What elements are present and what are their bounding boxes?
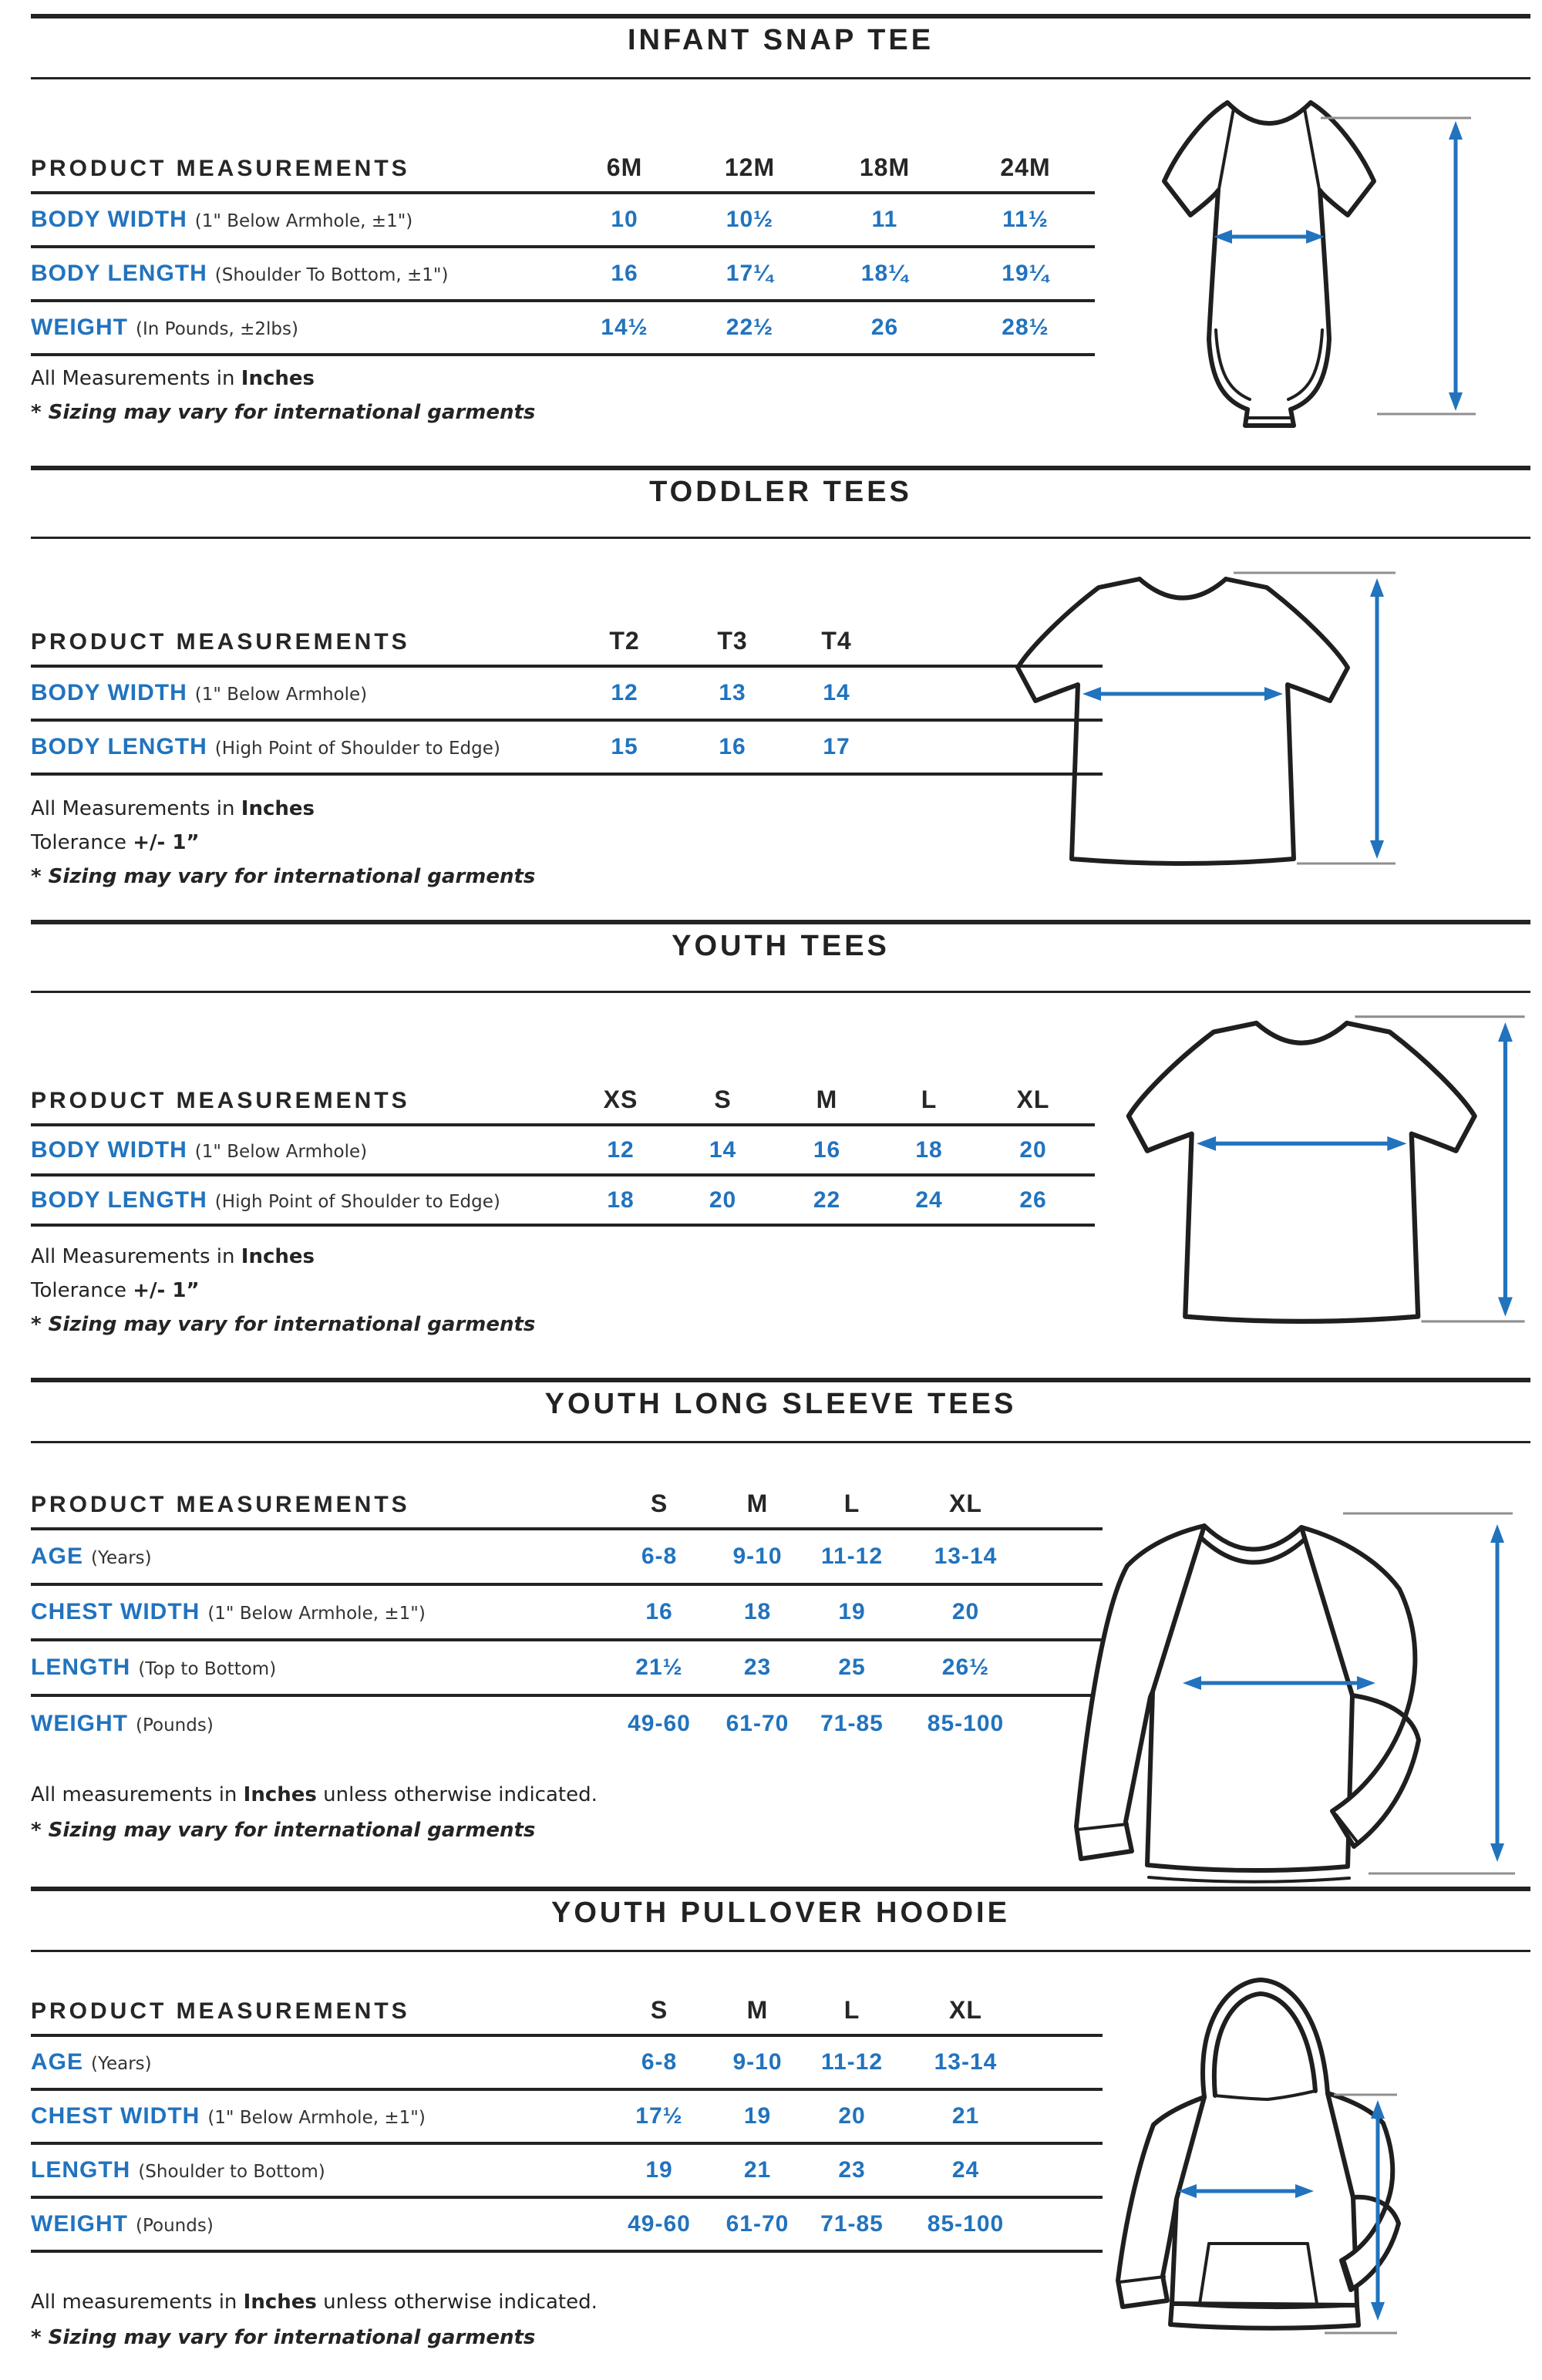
table-row [31,1640,1103,1695]
column-header: XL [949,1996,982,2024]
tolerance-note: Tolerance +/- 1” [31,831,200,854]
row-note: (Pounds) [136,1715,214,1735]
column-header: S [650,1490,668,1517]
cell-value: 85-100 [927,2211,1005,2237]
sizing-note: * Sizing may vary for international garments [31,865,536,888]
section-title: YOUTH LONG SLEEVE TEES [544,1388,1017,1420]
cell-value: 25 [838,1655,866,1680]
section-divider [31,14,1530,19]
row-label: WEIGHT [31,315,128,340]
length-arrow [1370,578,1384,859]
table-row [31,2143,1103,2197]
column-header: T2 [609,627,640,655]
cell-value: 24 [915,1187,943,1213]
section-divider [31,920,1530,924]
units-note: All measurements in Inches unless otherwise indicated. [31,2291,598,2314]
cell-value: 19 [645,2157,673,2183]
cell-value: 17½ [635,2103,683,2129]
width-arrow [1214,230,1325,244]
cell-value: 16 [645,1599,673,1624]
cell-value: 16 [719,734,746,759]
row-note: (Shoulder to Bottom) [138,2162,325,2182]
row-label: AGE [31,1543,84,1569]
section-title: YOUTH TEES [672,930,890,962]
long-sleeve-tee-illustration [1018,1503,1527,1888]
table-header-row [31,1082,1095,1125]
cell-value: 85-100 [927,1711,1005,1736]
column-header: M [746,1996,769,2024]
cell-value: 11-12 [820,2049,884,2075]
cell-value: 6-8 [641,1543,678,1569]
table-header-row [31,1992,1103,2035]
measurements-table [31,1992,1103,2253]
section-title: YOUTH PULLOVER HOODIE [551,1897,1010,1929]
units-note: All measurements in Inches unless otherwise indicated. [31,1783,598,1806]
column-header: L [921,1086,938,1113]
row-label: LENGTH [31,1655,131,1680]
units-note: All Measurements in Inches [31,797,315,820]
row-note: (1" Below Armhole, ±1") [207,2108,426,2128]
row-note: (Years) [91,1548,152,1568]
sizing-note: * Sizing may vary for international garments [31,1313,536,1336]
cell-value: 22½ [726,315,774,340]
hoodie-drawing [1079,1974,1449,2359]
column-header: L [843,1996,860,2024]
tee-drawing [1064,997,1542,1348]
table-header-label: PRODUCT MEASUREMENTS [31,1088,410,1113]
cell-value: 14½ [601,315,648,340]
cell-value: 18¼ [860,261,909,286]
cell-value: 18 [607,1187,635,1213]
column-header: M [746,1490,769,1517]
section-title: TODDLER TEES [649,476,912,508]
cell-value: 26½ [941,1655,990,1680]
cell-value: 23 [743,1655,772,1680]
row-label: AGE [31,2049,84,2075]
garment-outline [1129,1023,1475,1321]
measurements-table [31,1082,1095,1227]
table-row [31,1584,1103,1640]
row-label: CHEST WIDTH [31,1599,200,1624]
cell-value: 24 [951,2157,980,2183]
row-note: (1" Below Armhole) [194,685,368,705]
sizing-note: * Sizing may vary for international garments [31,2326,536,2349]
table-row [31,247,1095,301]
row-note: (1" Below Armhole, ±1") [194,211,413,231]
row-label: BODY WIDTH [31,207,187,232]
row-label: CHEST WIDTH [31,2103,200,2129]
onesie-drawing [1110,73,1542,439]
cell-value: 16 [813,1136,841,1163]
table-row [31,720,1103,774]
cell-value: 20 [709,1187,737,1213]
cell-value: 19¼ [1002,261,1049,286]
cell-value: 13-14 [934,1543,998,1569]
column-header: XL [949,1490,982,1517]
cell-value: 6-8 [641,2049,678,2075]
section-divider [31,1887,1530,1891]
cell-value: 12 [611,680,638,705]
table-header-row [31,145,1095,193]
table-row [31,1125,1095,1175]
section-divider [31,466,1530,470]
column-header: L [843,1490,860,1517]
cell-value: 15 [611,734,638,759]
table-header-label: PRODUCT MEASUREMENTS [31,1998,410,2024]
column-header: T4 [821,627,852,655]
column-header: XS [603,1086,638,1113]
tolerance-note: Tolerance +/- 1” [31,1279,200,1302]
toddler-tee-illustration [956,560,1434,884]
cell-value: 26 [1019,1187,1047,1213]
measurements-table [31,1486,1103,1751]
cell-value: 21 [743,2157,772,2183]
cell-value: 9-10 [732,2049,783,2075]
row-label: BODY WIDTH [31,680,187,705]
units-note: All Measurements in Inches [31,367,315,390]
cell-value: 9-10 [732,1543,783,1569]
title-underline [31,1950,1530,1952]
cell-value: 20 [951,1599,980,1624]
section-divider [31,1378,1530,1382]
title-underline [31,537,1530,539]
cell-value: 26 [870,315,899,340]
cell-value: 49-60 [628,2211,691,2237]
row-label: BODY LENGTH [31,734,207,759]
cell-value: 21½ [635,1655,683,1680]
garment-outline [1164,103,1374,426]
row-label: BODY WIDTH [31,1136,187,1163]
column-header: 12M [724,153,776,181]
cell-value: 18 [915,1136,943,1163]
width-arrow [1197,1136,1407,1151]
row-label: LENGTH [31,2157,131,2183]
cell-value: 17 [823,734,850,759]
cell-value: 22 [813,1187,841,1213]
row-note: (Shoulder To Bottom, ±1") [214,265,449,285]
cell-value: 19 [743,2103,772,2129]
cell-value: 71-85 [820,2211,884,2237]
row-label: WEIGHT [31,2211,128,2237]
cell-value: 11½ [1002,207,1049,232]
cell-value: 17¼ [726,261,774,286]
length-arrow [1498,1022,1513,1317]
tee-drawing [956,560,1434,884]
row-note: (Pounds) [136,2216,214,2236]
column-header: T3 [717,627,748,655]
section-infant-snap-tee [0,0,1542,452]
row-label: BODY LENGTH [31,1187,207,1213]
row-note: (Years) [91,2054,152,2074]
cell-value: 11-12 [820,1543,884,1569]
row-label: WEIGHT [31,1711,128,1736]
table-header-row [31,1486,1103,1529]
row-label: BODY LENGTH [31,261,207,286]
row-note: (High Point of Shoulder to Edge) [214,1191,500,1212]
units-note: All Measurements in Inches [31,1245,315,1268]
cell-value: 10½ [726,207,774,232]
youth-tee-illustration [1064,997,1542,1348]
cell-value: 71-85 [820,1711,884,1736]
row-note: (Top to Bottom) [138,1659,277,1679]
width-arrow [1082,687,1283,701]
length-arrow [1490,1524,1504,1862]
table-row [31,666,1103,720]
table-row [31,1695,1103,1751]
row-note: (1" Below Armhole, ±1") [207,1604,426,1624]
column-header: S [650,1996,668,2024]
measurements-table [31,623,1103,776]
table-header-label: PRODUCT MEASUREMENTS [31,629,410,655]
column-header: S [714,1086,732,1113]
long-sleeve-drawing [1018,1503,1527,1888]
cell-value: 19 [838,1599,866,1624]
cell-value: 61-70 [726,1711,790,1736]
cell-value: 10 [611,207,638,232]
table-row [31,2035,1103,2089]
cell-value: 20 [838,2103,866,2129]
table-row [31,193,1095,247]
cell-value: 11 [871,207,898,232]
garment-outline [1076,1526,1419,1882]
cell-value: 23 [838,2157,866,2183]
section-youth-pullover-hoodie [0,1873,1542,2380]
column-header: XL [1016,1086,1050,1113]
infant-snap-tee-illustration [1110,73,1542,439]
section-youth-tees [0,906,1542,1364]
row-note: (In Pounds, ±2lbs) [136,319,298,339]
pullover-hoodie-illustration [1079,1974,1449,2359]
column-header: M [816,1086,838,1113]
title-underline [31,991,1530,993]
column-header: 6M [606,153,643,181]
table-header-label: PRODUCT MEASUREMENTS [31,1492,410,1517]
section-toddler-tees [0,452,1542,906]
cell-value: 13-14 [934,2049,998,2075]
cell-value: 14 [709,1136,737,1163]
table-row [31,1175,1095,1225]
garment-outline [1018,579,1348,863]
cell-value: 21 [951,2103,980,2129]
cell-value: 14 [823,680,850,705]
table-row [31,301,1095,355]
cell-value: 28½ [1002,315,1049,340]
table-row [31,1529,1103,1584]
table-header-label: PRODUCT MEASUREMENTS [31,156,410,181]
column-header: 24M [1000,153,1051,181]
table-row [31,2089,1103,2143]
length-arrow [1449,121,1463,411]
sizing-note: * Sizing may vary for international garments [31,401,536,424]
row-note: (High Point of Shoulder to Edge) [214,739,500,759]
cell-value: 13 [719,680,746,705]
row-note: (1" Below Armhole) [194,1141,368,1162]
cell-value: 20 [1019,1136,1047,1163]
table-row [31,2197,1103,2251]
cell-value: 61-70 [726,2211,790,2237]
measurements-table [31,145,1095,356]
cell-value: 12 [607,1136,635,1163]
cell-value: 18 [743,1599,772,1624]
cell-value: 16 [611,261,638,286]
title-underline [31,1441,1530,1443]
cell-value: 49-60 [628,1711,691,1736]
table-header-row [31,623,1103,666]
sizing-note: * Sizing may vary for international garments [31,1819,536,1842]
column-header: 18M [859,153,911,181]
section-title: INFANT SNAP TEE [627,24,934,56]
section-youth-long-sleeve-tees [0,1364,1542,1873]
garment-outline [1118,1980,1399,2328]
